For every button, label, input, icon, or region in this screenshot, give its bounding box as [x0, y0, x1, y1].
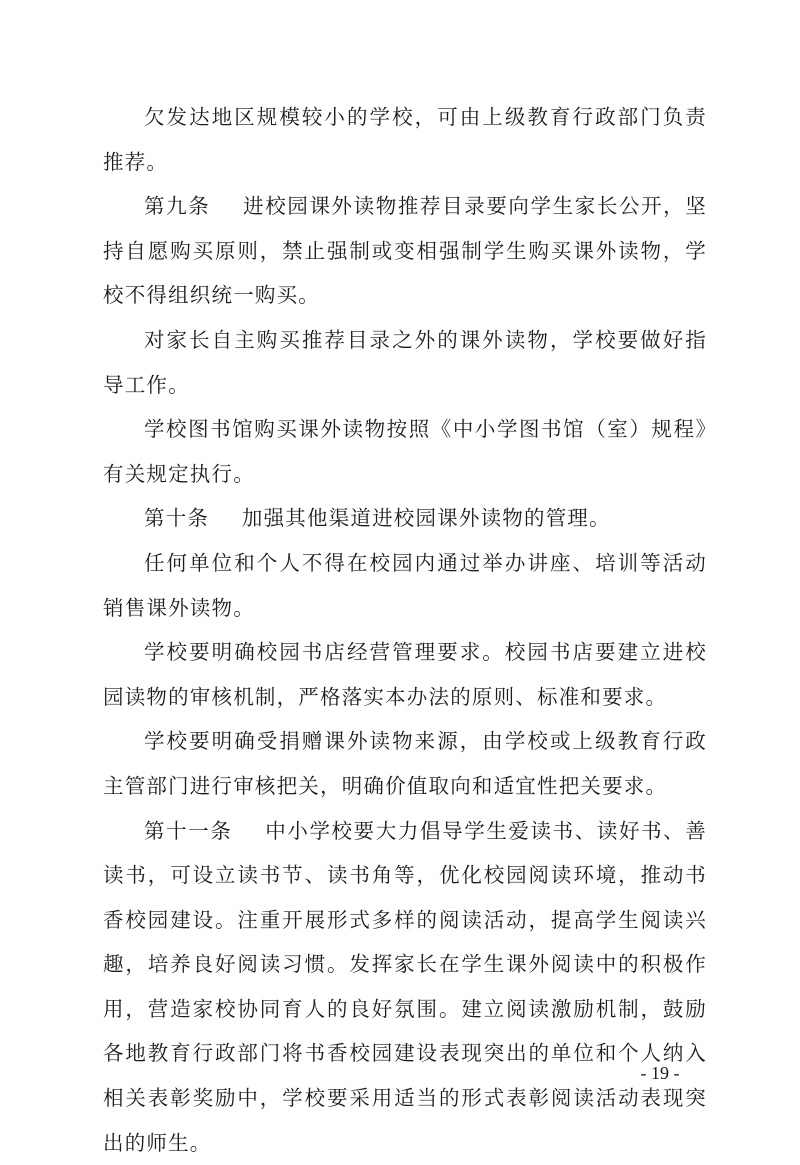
paragraph — [103, 407, 707, 496]
paragraph-text: 进校园课外读物推荐目录要向学生家长公开，坚持自愿购买原则，禁止强制或变相强制学生购买课外读物，学校不得组织统一购买。 — [103, 194, 707, 307]
paragraph-text: 学校图书馆购买课外读物按照《中小学图书馆（室）规程》有关规定执行。 — [103, 417, 707, 486]
page-number: - 19 - — [620, 1063, 700, 1084]
paragraph-article-9 — [103, 184, 707, 318]
paragraph-text: 学校要明确校园书店经营管理要求。校园书店要建立进校园读物的审核机制，严格落实本办法的原则、标准和要求。 — [103, 640, 707, 709]
paragraph-text: 对家长自主购买推荐目录之外的课外读物，学校要做好指导工作。 — [103, 328, 707, 397]
paragraph — [103, 541, 707, 630]
paragraph-text: 欠发达地区规模较小的学校，可由上级教育行政部门负责推荐。 — [103, 105, 707, 174]
paragraph-text: 任何单位和个人不得在校园内通过举办讲座、培训等活动销售课外读物。 — [103, 551, 707, 620]
paragraph — [103, 95, 707, 184]
paragraph — [103, 630, 707, 719]
paragraph — [103, 318, 707, 407]
paragraph-text: 学校要明确受捐赠课外读物来源，由学校或上级教育行政主管部门进行审核把关，明确价值取向和适宜性把关要求。 — [103, 729, 707, 798]
paragraph — [103, 719, 707, 808]
paragraph-article-10 — [103, 496, 707, 541]
paragraph-text: 中小学校要大力倡导学生爱读书、读好书、善读书，可设立读书节、读书角等，优化校园阅读环境，推动书香校园建设。注重开展形式多样的阅读活动，提高学生阅读兴趣，培养良好阅读习惯。发挥家长在学生课外阅读中的积极作用，营造家校协同育人的良好氛围。建立阅读激励机制，鼓励各地教育行政部门将书香校园建设表现突出的单位和个人纳入相关表彰奖励中，学校要采用适当的形式表彰阅读活动表现突出的师生。 — [103, 819, 707, 1155]
article-number: 第九条 — [144, 194, 210, 218]
article-number: 第十条 — [144, 506, 209, 530]
paragraph-text: 加强其他渠道进校园课外读物的管理。 — [242, 506, 611, 530]
paragraph-article-11 — [103, 809, 707, 1165]
article-number: 第十一条 — [144, 819, 232, 843]
document-body — [103, 95, 707, 1165]
